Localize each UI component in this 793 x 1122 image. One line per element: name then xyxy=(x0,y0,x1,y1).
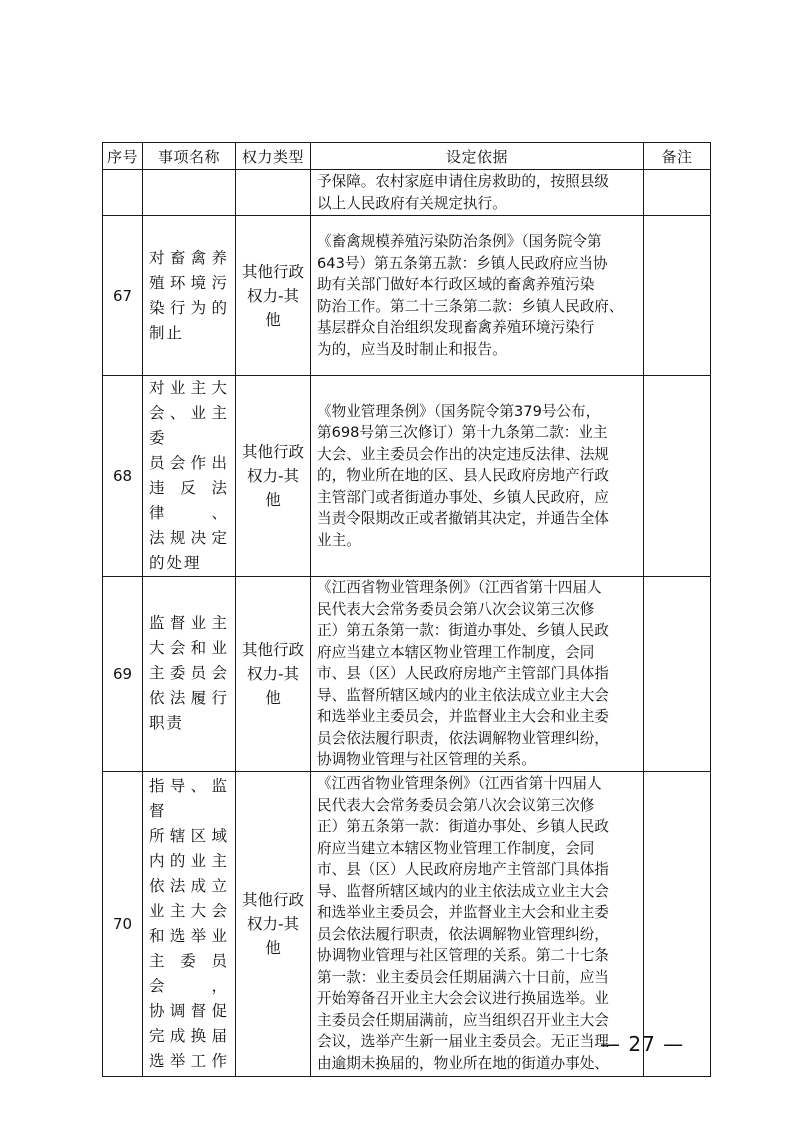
type-line: 他 xyxy=(265,688,281,707)
name-line: 主委员会 xyxy=(149,664,229,683)
name-line: 依法成立 xyxy=(149,876,229,895)
basis-line: 予保障。农村家庭申请住房救助的，按照县级 xyxy=(317,173,609,190)
name-line: 对业主大 xyxy=(149,379,229,397)
type-line: 其他行政 xyxy=(241,890,304,909)
type-line: 其他行政 xyxy=(241,443,304,461)
table-row xyxy=(103,170,711,216)
row-power-type xyxy=(236,216,311,376)
name-line: 指导、监督 xyxy=(149,776,229,820)
name-line: 主委员会， xyxy=(149,951,229,995)
table-row xyxy=(103,771,711,1076)
name-line: 制止 xyxy=(149,323,185,342)
table-header-row xyxy=(103,143,711,170)
basis-line: 助有关部门做好本行政区域的畜禽养殖污染 xyxy=(317,276,595,293)
basis-line: 《畜禽规模养殖污染防治条例》（国务院令第 xyxy=(317,233,602,250)
basis-line: 导、监督所辖区域内的业主依法成立业主大会 xyxy=(317,882,609,900)
row-basis xyxy=(311,376,644,577)
basis-line: 开始筹备召开业主大会会议进行换届选举。业 xyxy=(317,990,609,1007)
row-power-type xyxy=(236,577,311,772)
name-line: 法规决定 xyxy=(149,529,229,547)
row-power-type xyxy=(236,376,311,577)
type-line: 其他行政 xyxy=(241,262,304,281)
basis-line: 业主。 xyxy=(317,531,361,549)
header-power-type: 权力类型 xyxy=(236,143,311,170)
basis-line: 第一款：业主委员会任期届满六十日前，应当 xyxy=(317,968,609,986)
basis-line: 的，物业所在地的区、县人民政府房地产行政 xyxy=(317,467,609,485)
basis-line: 基层群众自治组织发现畜禽养殖环境污染行 xyxy=(317,319,595,336)
basis-line: 以上人民政府有关规定执行。 xyxy=(317,194,507,212)
row-basis xyxy=(311,216,644,376)
row-no: 68 xyxy=(103,376,143,577)
basis-line: 防治工作。第二十三条第二款：乡镇人民政府、 xyxy=(317,297,624,315)
basis-line: 民代表大会常务委员会第八次会议第三次修 xyxy=(317,600,595,618)
row-item-name xyxy=(143,771,236,1076)
table-row xyxy=(103,216,711,376)
basis-line: 市、县（区）人民政府房地产主管部门具体指 xyxy=(317,665,609,682)
header-item-name: 事项名称 xyxy=(143,143,236,170)
row-note xyxy=(644,577,711,772)
row-basis xyxy=(311,771,644,1076)
page-number: — 27 — xyxy=(600,1032,685,1056)
basis-line: 员会依法履行职责，依法调解物业管理纠纷， xyxy=(317,729,609,747)
type-line: 权力-其 xyxy=(246,914,300,933)
basis-line: 643号）第五条第五款：乡镇人民政府应当协 xyxy=(317,254,608,272)
row-power-type xyxy=(236,771,311,1076)
table-row xyxy=(103,577,711,772)
name-line: 内的业主 xyxy=(149,851,229,870)
row-note xyxy=(644,170,711,216)
row-basis xyxy=(311,577,644,772)
basis-line: 民代表大会常务委员会第八次会议第三次修 xyxy=(317,796,595,814)
name-line: 协调督促 xyxy=(149,1001,229,1020)
row-note xyxy=(644,771,711,1076)
basis-line: 《物业管理条例》（国务院令第379号公布， xyxy=(317,402,601,420)
row-no: 70 xyxy=(103,771,143,1076)
header-note: 备注 xyxy=(644,143,711,170)
header-no: 序号 xyxy=(103,143,143,170)
basis-line: 导、监督所辖区域内的业主依法成立业主大会 xyxy=(317,686,609,704)
header-basis: 设定依据 xyxy=(311,143,644,170)
basis-line: 和选举业主委员会，并监督业主大会和业主委 xyxy=(317,904,609,921)
basis-line: 由逾期未换届的，物业所在地的街道办事处、 xyxy=(317,1054,609,1072)
basis-line: 《江西省物业管理条例》（江西省第十四届人 xyxy=(317,579,602,596)
basis-line: 为的，应当及时制止和报告。 xyxy=(317,340,507,358)
basis-line: 府应当建立本辖区物业管理工作制度，会同 xyxy=(317,643,595,661)
name-line: 殖环境污 xyxy=(149,273,229,292)
name-line: 完成换届 xyxy=(149,1026,229,1045)
type-line: 权力-其 xyxy=(246,286,300,305)
basis-line: 和选举业主委员会，并监督业主大会和业主委 xyxy=(317,708,609,725)
basis-line: 第698号第三次修订）第十九条第二款：业主 xyxy=(317,424,608,442)
row-note xyxy=(644,376,711,577)
type-line: 他 xyxy=(265,491,281,509)
basis-line: 正）第五条第一款：街道办事处、乡镇人民政 xyxy=(317,818,609,835)
row-no: 69 xyxy=(103,577,143,772)
name-line: 业主大会 xyxy=(149,901,229,920)
row-item-name xyxy=(143,577,236,772)
name-line: 和选举业 xyxy=(149,926,229,945)
row-item-name xyxy=(143,376,236,577)
basis-line: 市、县（区）人民政府房地产主管部门具体指 xyxy=(317,861,609,878)
table-row xyxy=(103,376,711,577)
row-no: 67 xyxy=(103,216,143,376)
basis-line: 协调物业管理与社区管理的关系。第二十七条 xyxy=(317,947,609,964)
type-line: 其他行政 xyxy=(241,640,304,659)
basis-line: 会议，选举产生新一届业主委员会。无正当理 xyxy=(317,1033,609,1050)
name-line: 所辖区域 xyxy=(149,826,229,845)
basis-line: 大会、业主委员会作出的决定违反法律、法规 xyxy=(317,445,609,463)
name-line: 的处理 xyxy=(149,554,202,572)
row-item-name xyxy=(143,170,236,216)
name-line: 职责 xyxy=(149,714,185,733)
row-basis xyxy=(311,170,644,216)
row-no xyxy=(103,170,143,216)
type-line: 他 xyxy=(265,310,281,329)
basis-line: 正）第五条第一款：街道办事处、乡镇人民政 xyxy=(317,622,609,639)
name-line: 染行为的 xyxy=(149,298,229,317)
basis-line: 协调物业管理与社区管理的关系。 xyxy=(317,751,536,768)
name-line: 会、业主委 xyxy=(149,404,229,447)
type-line: 他 xyxy=(265,938,281,957)
basis-line: 主委员会任期届满前，应当组织召开业主大会 xyxy=(317,1011,609,1029)
name-line: 大会和业 xyxy=(149,639,229,658)
name-line: 违反法律、 xyxy=(149,479,229,522)
row-item-name xyxy=(143,216,236,376)
basis-line: 主管部门或者街道办事处、乡镇人民政府，应 xyxy=(317,488,609,506)
row-power-type xyxy=(236,170,311,216)
basis-line: 员会依法履行职责，依法调解物业管理纠纷， xyxy=(317,925,609,943)
row-note xyxy=(644,216,711,376)
name-line: 选举工作 xyxy=(149,1051,229,1070)
name-line: 员会作出 xyxy=(149,454,229,472)
type-line: 权力-其 xyxy=(246,664,300,683)
name-line: 对畜禽养 xyxy=(149,248,229,267)
type-line: 权力-其 xyxy=(246,467,300,485)
basis-line: 府应当建立本辖区物业管理工作制度，会同 xyxy=(317,839,595,857)
name-line: 监督业主 xyxy=(149,614,229,633)
basis-line: 《江西省物业管理条例》（江西省第十四届人 xyxy=(317,775,602,792)
name-line: 依法履行 xyxy=(149,689,229,708)
basis-line: 当责令限期改正或者撤销其决定，并通告全体 xyxy=(317,510,609,528)
authority-list-table xyxy=(102,142,711,1077)
